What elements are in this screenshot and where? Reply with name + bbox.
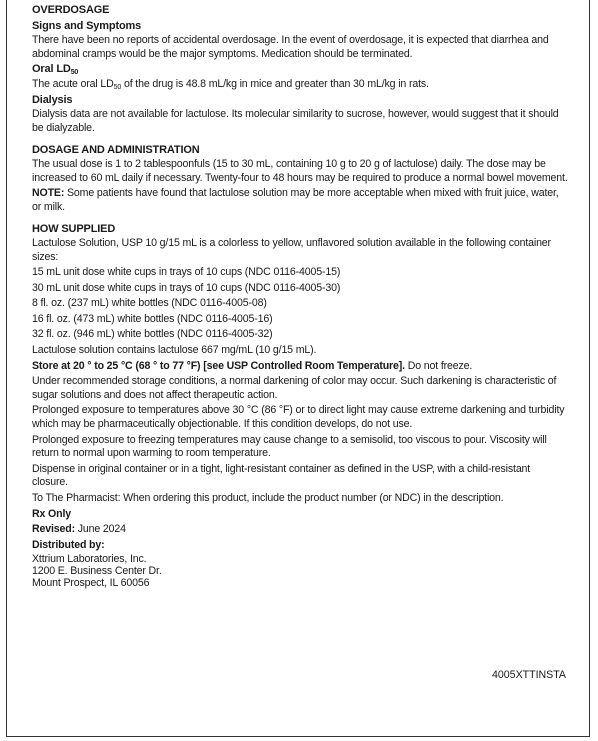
storage-paragraph: Under recommended storage conditions, a normal darkening of color may occur. Such darkening is characteristic of sugar solutions and does not affect therapeutic action. (32, 375, 557, 401)
product-code: 4005XTTINSTA (492, 669, 566, 681)
storage-paragraph: Prolonged exposure to freezing temperatures may cause change to a semisolid, too viscous to pour. Viscosity will return to normal upon warming to room temperature. (32, 433, 547, 460)
supplied-item: 8 fl. oz. (237 mL) white bottles (NDC 0116-4005-08) (32, 297, 267, 310)
storage-paragraph: Prolonged exposure to temperatures above 30 °C (86 °F) or to direct light may cause extreme darkening and turbidity which may be pharmaceutically objectionable. If this condition develops, do not use. (32, 404, 565, 431)
distributor-line: Mount Prospect, IL 60056 (32, 577, 150, 590)
distributor-line: 1200 E. Business Center Dr. (32, 565, 162, 578)
dosage-heading: DOSAGE AND ADMINISTRATION (32, 144, 200, 157)
pharmacist-note: To The Pharmacist: When ordering this product, include the product number (or NDC) in the description. (32, 492, 504, 504)
dosage-text: The usual dose is 1 to 2 tablespoonfuls (15 to 30 mL, containing 10 g to 20 g of lactulose) daily. The dose may be increased to 60 mL daily if necessary. Twenty-four to 48 hours may be required to produce a normal bowel movement. (32, 157, 568, 184)
supplied-heading: HOW SUPPLIED (32, 223, 116, 236)
supplied-item: 30 mL unit dose white cups in trays of 10 cups (NDC 0116-4005-30) (32, 281, 341, 294)
storage-text: Store at 20 ° to 25 °C (68 ° to 77 °F) [see USP Controlled Room Temperature]. Do not freeze. (32, 359, 473, 372)
supplied-item: 32 fl. oz. (946 mL) white bottles (NDC 0116-4005-32) (32, 328, 273, 341)
distributor-line: Xttrium Laboratories, Inc. (32, 553, 147, 566)
signs-heading: Signs and Symptoms (32, 19, 142, 32)
dialysis-text: Dialysis data are not available for lactulose. Its molecular similarity to sucrose, however, would suggest that it should be dialyzable. (32, 108, 559, 134)
ld50-text: The acute oral $LD_{50}$ of the drug is 48.8 mL/kg in mice and greater than 30 mL/kg in rats. (32, 77, 429, 91)
signs-text: There have been no reports of accidental overdosage. In the event of overdosage, it is expected that diarrhea and abdominal cramps would be the major symptoms. Medication should be terminated. (32, 34, 549, 60)
dialysis-heading: Dialysis (32, 93, 73, 106)
dosage-note: NOTE: Some patients have found that lactulose solution may be more acceptable when mixed with fruit juice, water, or milk. (32, 187, 559, 213)
rx-only: Rx Only (32, 507, 71, 520)
ld50-heading: Oral $LD_{50}$ (32, 63, 79, 77)
overdosage-heading: OVERDOSAGE (32, 4, 110, 16)
supplied-item: 15 mL unit dose white cups in trays of 10 cups (NDC 0116-4005-15) (32, 266, 341, 279)
label-text (32, 4, 568, 589)
revised-date: Revised: June 2024 (32, 523, 126, 536)
storage-paragraph: Dispense in original container or in a tight, light-resistant container as defined in the USP, with a child-resistant closure. (32, 462, 531, 489)
distributed-label: Distributed by: (32, 538, 105, 551)
supplied-intro: Lactulose Solution, USP 10 g/15 mL is a colorless to yellow, unflavored solution available in the following container sizes: (32, 236, 551, 263)
supplied-item: Lactulose solution contains lactulose 667 mg/mL (10 g/15 mL). (32, 344, 317, 357)
supplied-item: 16 fl. oz. (473 mL) white bottles (NDC 0116-4005-16) (32, 312, 273, 325)
